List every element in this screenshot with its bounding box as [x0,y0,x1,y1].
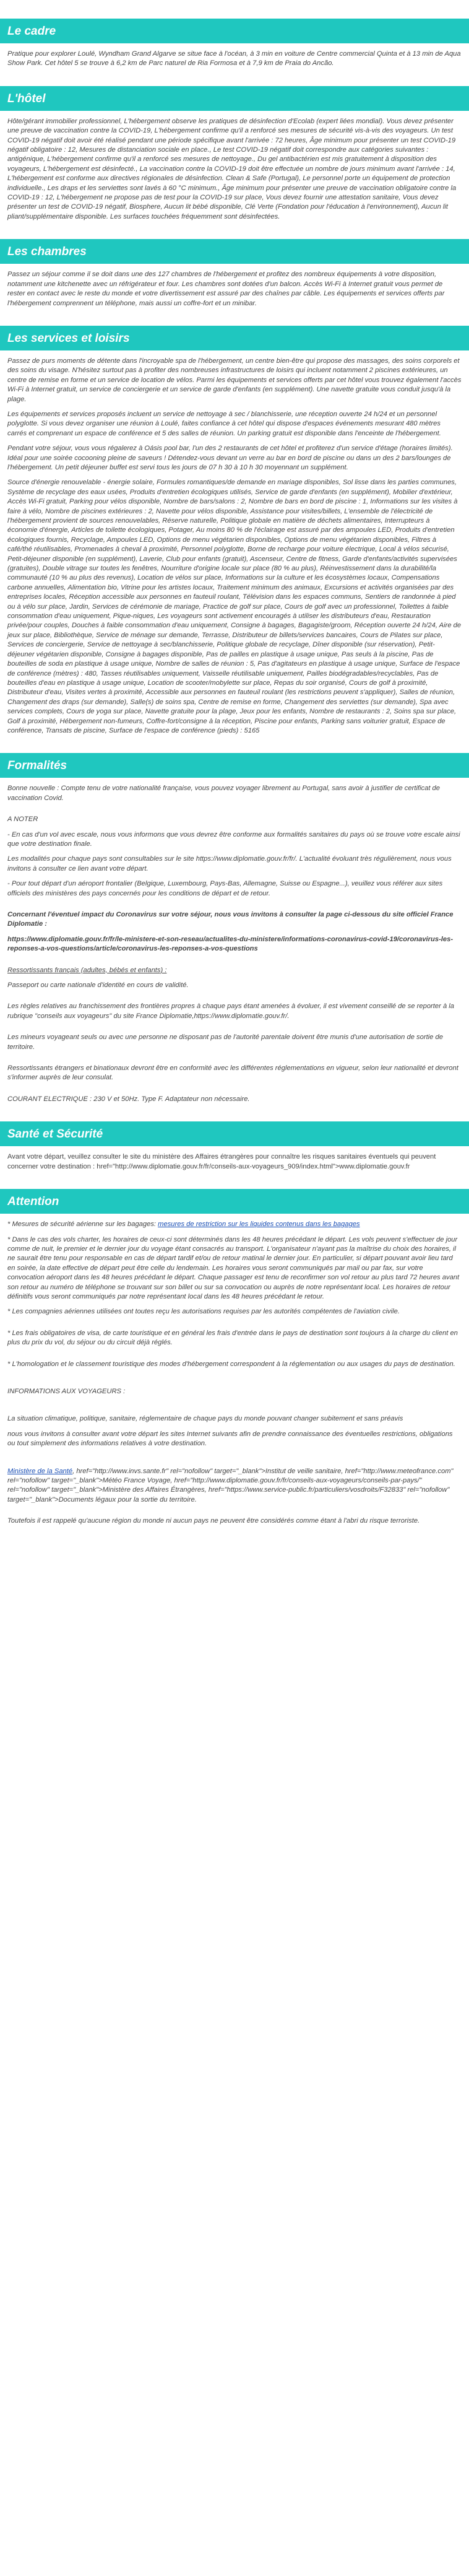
spacer [0,996,469,1002]
spacer [0,809,469,815]
text-content: * L'homologation et le classement touristique des modes d'hébergement correspondent à la réglementation ou aux usages du pays de destination. [7,1360,455,1368]
section-title-services: Les services et loisirs [0,326,469,350]
text-content: Les modalités pour chaque pays sont consultables sur le site https://www.diplomatie.gouv.fr/fr/. L'actualité évoluant très régulièrement, nous vous invitons à consulter ce lien avant votre départ. [7,855,452,872]
spacer [0,960,469,966]
text-content: A NOTER [7,816,38,824]
text-block [7,815,462,824]
text-block [7,1064,462,1083]
spacer [0,904,469,910]
section-title-formalites: Formalités [0,753,469,778]
section-title-attention: Attention [0,1189,469,1214]
cadre-paragraph: Pratique pour explorer Loulé, Wyndham Grand Algarve se situe face à l'océan, à 3 min en voiture de Centre commercial Quinta et à 13 min de Aqua Show Park. Cet hôtel 5 se trouve à 6,2 km de Parc naturel de Ria Formosa et à 7,9 km de Praia do Ancão. [7,50,461,67]
spacer [0,1402,469,1408]
text-content: INFORMATIONS AUX VOYAGEURS : [7,1387,126,1395]
text-block [7,1307,462,1316]
text-content: Concernant l'éventuel impact du Coronavirus sur votre séjour, nous vous invitons à consulter la page ci-dessous du site officiel France Diplomatie : [7,911,454,928]
text-content: https://www.diplomatie.gouv.fr/fr/le-ministere-et-son-reseau/actualites-du-ministere/informations-coronavirus-covid-19/coronavirus-les-reponses-a-vos-questions/article/coronavirus-les-reponses-a-vos-questions [7,935,454,953]
section-title-chambres: Les chambres [0,239,469,264]
section-services [0,326,469,736]
spacer [0,1375,469,1381]
section-title-hotel: L'hôtel [0,86,469,111]
spacer [0,1323,469,1329]
text-block [7,1467,462,1505]
text-block [7,1387,462,1396]
services-paragraph-4: Source d'énergie renouvelable - énergie solaire, Formules romantiques/de demande en mariage disponibles, Sol lisse dans les parties communes, Système de recyclage des eaux usées, Produits d'entretien écologiques utilisés, Service de garde d'enfants (en supplément), Mobilier d'extérieur, Accès Wi-Fi gratuit, Parking pour vélos disponible, Nombre de bars/salons : 2, Nombre de bars en bord de piscine : 1, Informations sur les visites à faire à vélo, Nombre de piscines extérieures : 2, Navette pour vélos disponible, Assistance pour visites/billets, L'ensemble de l'électricité de l'hébergement provient de sources renouvelables, Réserve naturelle, Politique globale en matière de déchets alimentaires, Interrupteurs à économie d'énergie, Articles de toilette écologiques, Potager, Au moins 80 % de l'éclairage est assuré par des ampoules LED, Produits d'entretien écologiques fournis, Recyclage, Ampoules LED, Options de menu végétarien disponibles, Options de menu végétarien disponibles, Filtres à café/thé réutilisables, Promenades à cheval à proximité, Personnel polyglotte, Borne de recharge pour voiture électrique, Local à vélos sécurisé, Petit-déjeuner disponible (en supplément), Laverie, Club pour enfants (gratuit), Ascenseur, Centre de fitness, Garde d'enfants/activités supervisées (gratuites), Double vitrage sur toutes les fenêtres, Nourriture d'origine locale sur place (80 % au plus), Réinvestissement dans la durabilité/la communauté (10 % au plus des revenus), Location de vélos sur place, Informations sur la culture et les écosystèmes locaux, Compensations carbone annuelles, Alimentation bio, Vitrine pour les artistes locaux, Traitement minimum des animaux, Excursions et activités organisées par des entreprises locales, Réception accessible aux personnes en fauteuil roulant, Télévision dans les espaces communs, Sentiers de randonnée à pied ou à vélo sur place, Jardin, Services de cérémonie de mariage, Practice de golf sur place, Cours de golf avec un professionnel, Toilettes à faible consommation d'eau uniquement, Pique-niques, Les voyageurs sont activement encouragés à utiliser les distributeurs d'eau, Restauration privée/pour couples, Douches à faible consommation d'eau uniquement, Consigne à bagages, Bagagiste/groom, Réception ouverte 24 h/24, Aire de jeux sur place, Bibliothèque, Service de ménage sur demande, Terrasse, Distributeur de billets/services bancaires, Cours de Pilates sur place, Services de conciergerie, Service de nettoyage à sec/blanchisserie, Politique globale de recyclage, Dîner disponible (sur réservation), Petit-déjeuner végétarien disponible, Consigne à bagages disponible, Pas de pailles en plastique à usage unique, Pas seuls à la piscine, Pas de bouteilles de soda en plastique à usage unique, Nombre de salles de réunion : 5, Pas d'agitateurs en plastique à usage unique, Surface de l'espace de conférence (mètres) : 480, Tasses réutilisables uniquement, Vaisselle réutilisable uniquement, Pailles biodégradables/recyclables, Pas de bouteilles d'eau en plastique à usage unique, Location de scooter/mobylette sur place, Repas du soir organisé, Cours de golf à proximité, Distributeur d'eau, Visites vertes à proximité, Accessible aux personnes en fauteuil roulant (les restrictions peuvent s'appliquer), Salles de réunion, Changement des draps (sur demande), Salle(s) de soins spa, Centre de remise en forme, Changement des serviettes (sur demande), Spa avec services complets, Cours de yoga sur place, Navette gratuite pour la plage, Jeux pour les enfants, Nombre de restaurants : 2, Soins spa sur place, Golf à proximité, Hébergement non-fumeurs, Coffre-fort/consigne à la réception, Piscine pour enfants, Parking sans voiturier gratuit, Espace de conférence, Transats de piscine, Surface de l'espace de conférence (pieds) : 5165 [7,479,462,734]
text-block [7,1235,462,1302]
text-content: nous vous invitons à consulter avant votre départ les sites Internet suivants afin de prendre connaissance des éventuelles restrictions, obligations ou tout simplement des informations relatives à votre destination. [7,1430,453,1448]
text-block [7,1152,462,1172]
services-paragraph-1: Passez de purs moments de détente dans l'incroyable spa de l'hébergement, un centre bien-être qui propose des massages, des soins corporels et des soins du visage. N'hésitez surtout pas à profiter des nombreuses infrastructures de loisirs qui incluent notamment 2 piscines extérieures, un centre de remise en forme et un service de location de vélos. Parmi les équipements et services offerts par cet hôtel vous trouvez également l'accès Wi-Fi à Internet gratuit, un service de conciergerie et un service de garde d'enfants (en supplément). Une navette gratuite vous conduit jusqu'à la plage. [7,357,462,403]
text-content: Ressortissants français (adultes, bébés et enfants) : [7,966,167,974]
section-hotel [0,86,469,222]
sante-body [0,1152,469,1172]
spacer [0,1027,469,1033]
spacer [0,1510,469,1516]
text-block [7,784,462,803]
text-content: Avant votre départ, veuillez consulter le site du ministère des Affaires étrangères pour connaître les risques sanitaires éventuels qui peuvent concerner votre destination : href="http://www.diplomatie.gouv.fr/fr/conseils-aux-voyageurs_909/index.html">www.diplomatie.gouv.fr [7,1153,436,1170]
services-paragraph-2: Les équipements et services proposés incluent un service de nettoyage à sec / blanchisserie, une réception ouverte 24 h/24 et un personnel polyglotte. Si vous devez organiser une réunion à Loulé, faites confiance à cet hôtel qui dispose d'espaces événements mesurant 480 mètres carrés et comprenant un espace de conférence et 5 des salles de réunion. Un parking gratuit est disponible dans l'enceinte de l'hébergement. [7,410,441,437]
text-block [7,1414,462,1424]
text-content: Les mineurs voyageant seuls ou avec une personne ne disposant pas de l'autorité parentale doivent être munis d'une autorisation de sortie de territoire. [7,1033,443,1051]
section-attention [0,1189,469,1526]
text-block [7,1002,462,1021]
text-block [7,910,462,929]
text-block [7,1033,462,1052]
text-content: Bonne nouvelle : Compte tenu de votre nationalité française, vous pouvez voyager librement au Portugal, sans avoir à justifier de certificat de vaccination Covid. [7,785,440,802]
text-content: * Les frais obligatoires de visa, de carte touristique et en général les frais d'entrée dans le pays de destination sont toujours à la charge du client en plus du prix du vol, du séjour ou du circuit déjà réglés. [7,1329,458,1347]
section-title-sante: Santé et Sécurité [0,1121,469,1146]
text-content: * Dans le cas des vols charter, les horaires de ceux-ci sont déterminés dans les 48 heures précédant le départ. Les vols peuvent s'effectuer de jour comme de nuit, le premier et le dernier jour du voyage étant consacrés au transport. L'organisateur n'ayant pas la maîtrise du choix des horaires, il ne saurait être tenu pour responsable en cas de départ tardif et/ou de retour matinal le dernier jour. En particulier, si départ pouvant avoir lieu tard en soirée, la date effective de départ peut être celle du lendemain. Les horaires vous seront communiqués par mail ou par fax, sur votre convocation aéroport dans les 48 heures précédant le départ. Chaque passager est tenu de reconfirmer son vol retour au plus tard 72 heures avant son retour au numéro de téléphone se trouvant sur son billet ou sur sa convocation ou auprès de notre représentant local. Les horaires de retour définitifs vous seront communiqués par notre représentant local dans les 48 heures précédant le retour. [7,1235,460,1300]
spacer [0,1455,469,1461]
text-content: Ressortissants étrangers et binationaux devront être en conformité avec les différentes réglementations en vigueur, selon leur nationalité et devront s'informer auprès de leur consulat. [7,1064,458,1082]
formalites-body [0,784,469,1104]
spacer [0,1408,469,1414]
spacer [0,1381,469,1387]
text-block [7,1329,462,1348]
text-block [7,1220,462,1229]
product-info-page [0,19,469,1542]
text-content: , href="http://www.invs.sante.fr" rel="nofollow" target="_blank">Institut de veille sanitaire, href="http://www.meteofrance.com" rel="nofollow" target="_blank">Météo France Voyage, href="http://www.diplomatie.gouv.fr/fr/conseils-aux-voyageurs/conseils-par-pays/" rel="nofollow" target="_blank">Ministère des Affaires Étrangères, href="https://www.service-public.fr/particuliers/vosdroits/F32833" rel="nofollow" target="_blank">Documents légaux pour la sortie du territoire. [7,1467,454,1503]
section-formalites [0,753,469,1104]
spacer [0,1058,469,1064]
section-sante [0,1121,469,1172]
section-cadre [0,19,469,69]
liquids-restriction-link[interactable]: mesures de restriction sur les liquides contenus dans les bagages [158,1221,360,1229]
text-block [7,1360,462,1369]
text-content: * Les compagnies aériennes utilisées ont toutes reçu les autorisations requises par les autorités compétentes de l'aviation civile. [7,1308,400,1316]
text-block [7,935,462,954]
text-content: - Pour tout départ d'un aéroport frontalier (Belgique, Luxembourg, Pays-Bas, Allemagne, Suisse ou Espagne...), veuillez vous référer aux sites officiels des ministères des pays concernés pour les conditions de départ et de retour. [7,880,443,897]
text-content: - En cas d'un vol avec escale, nous vous informons que vous devrez être conforme aux formalités sanitaires du pays où se trouve votre escale ainsi que votre destination finale. [7,830,460,848]
services-paragraph-3: Pendant votre séjour, vous vous régalerez à Oásis pool bar, l'un des 2 restaurants de cet hôtel et profiterez d'un service d'étage (horaires limités). Idéal pour une soirée cocooning pleine de saveurs ! Détendez-vous devant un verre au bar en bord de piscine ou dans un des 2 bars/lounges de l'hébergement. Un petit déjeuner buffet est servi tous les jours de 07 h 30 à 10 h 30 moyennant un supplément. [7,445,453,471]
text-block [7,981,462,990]
chambres-paragraph: Passez un séjour comme il se doit dans une des 127 chambres de l'hébergement et profitez des nombreux équipements à votre disposition, notamment une kitchenette avec un réfrigérateur et four. Les chambres sont dotées d'un balcon. Accès Wi-Fi à Internet gratuit vous permet de rester en contact avec le reste du monde et votre divertissement est assuré par des chaînes par câble. Les équipements et services offerts par l'hébergement comprennent un téléphone, mais aussi un coffre-fort et un minibar. [7,271,445,307]
text-block [7,1430,462,1449]
ministere-sante-link[interactable]: Ministère de la Santé [7,1467,73,1475]
spacer [0,1461,469,1467]
text-content: COURANT ELECTRIQUE : 230 V et 50Hz. Type F. Adaptateur non nécessaire. [7,1095,250,1103]
spacer [0,1354,469,1360]
spacer [0,1089,469,1095]
text-content: Toutefois il est rappelé qu'aucune région du monde ni aucun pays ne peuvent être considérés comme étant à l'abri du risque terroriste. [7,1517,420,1525]
text-block [7,879,462,899]
section-chambres [0,239,469,308]
text-block [7,855,462,874]
text-block [7,830,462,850]
text-block [7,1095,462,1104]
text-content: Les règles relatives au franchissement des frontières propres à chaque pays étant amenées à évoluer, il est vivement conseillé de se reporter à la rubrique "conseils aux voyageurs" du site France Diplomatie,https://www.diplomatie.gouv.fr/. [7,1003,454,1020]
text-block [7,1516,462,1526]
text-content: Passeport ou carte nationale d'identité en cours de validité. [7,981,189,990]
text-content: * Mesures de sécurité aérienne sur les bagages: [7,1221,157,1229]
text-content: La situation climatique, politique, sanitaire, réglementaire de chaque pays du monde pouvant changer subitement et sans préavis [7,1415,403,1423]
section-title-cadre: Le cadre [0,19,469,43]
hotel-paragraph: Hôte/gérant immobilier professionnel, L'hébergement observe les pratiques de désinfection d'Ecolab (expert liées mondial). Vous devez présenter une preuve de vaccination contre la COVID-19, L'hébergement confirme qu'il a renforcé ses mesures de sécurité vis-à-vis des voyageurs. Un test COVID-19 négatif doit avoir été réalisé pendant une période spécifique avant l'arrivée : 72 heures, Âge minimum pour présenter un test COVID-19 négatif obligatoire : 12, Mesures de distanciation sociale en place., Le test COVID-19 négatif doit correspondre aux catégories suivantes : antigénique, L'hébergement confirme qu'il a renforcé ses mesures de nettoyage., Du gel antibactérien est mis gratuitement à disposition des voyageurs, L'hébergement est désinfecté., La vaccination contre la COVID-19 doit être effectuée un nombre de jours minimum avant l'arrivée : 14, L'hébergement est conforme aux directives régionales de désinfection. Clean & Safe (Portugal), Le personnel porte un équipement de protection individuelle., Les draps et les serviettes sont lavés à 60 °C minimum., Âge minimum pour présenter une preuve de vaccination obligatoire contre la COVID-19 : 12, L'hébergement ne propose pas de test pour la COVID-19 sur place, Vous devez fournir une attestation sanitaire, Vous devez présenter un test de COVID-19 négatif, Biosphere, Aucun lit bébé disponible, Clé Verte (Fondation pour l'éducation à l'environnement), Aucun lit pliant/supplémentaire disponible. Les surfaces touchées fréquemment sont désinfectées. [7,117,457,220]
text-block [7,966,462,975]
attention-body [0,1220,469,1526]
